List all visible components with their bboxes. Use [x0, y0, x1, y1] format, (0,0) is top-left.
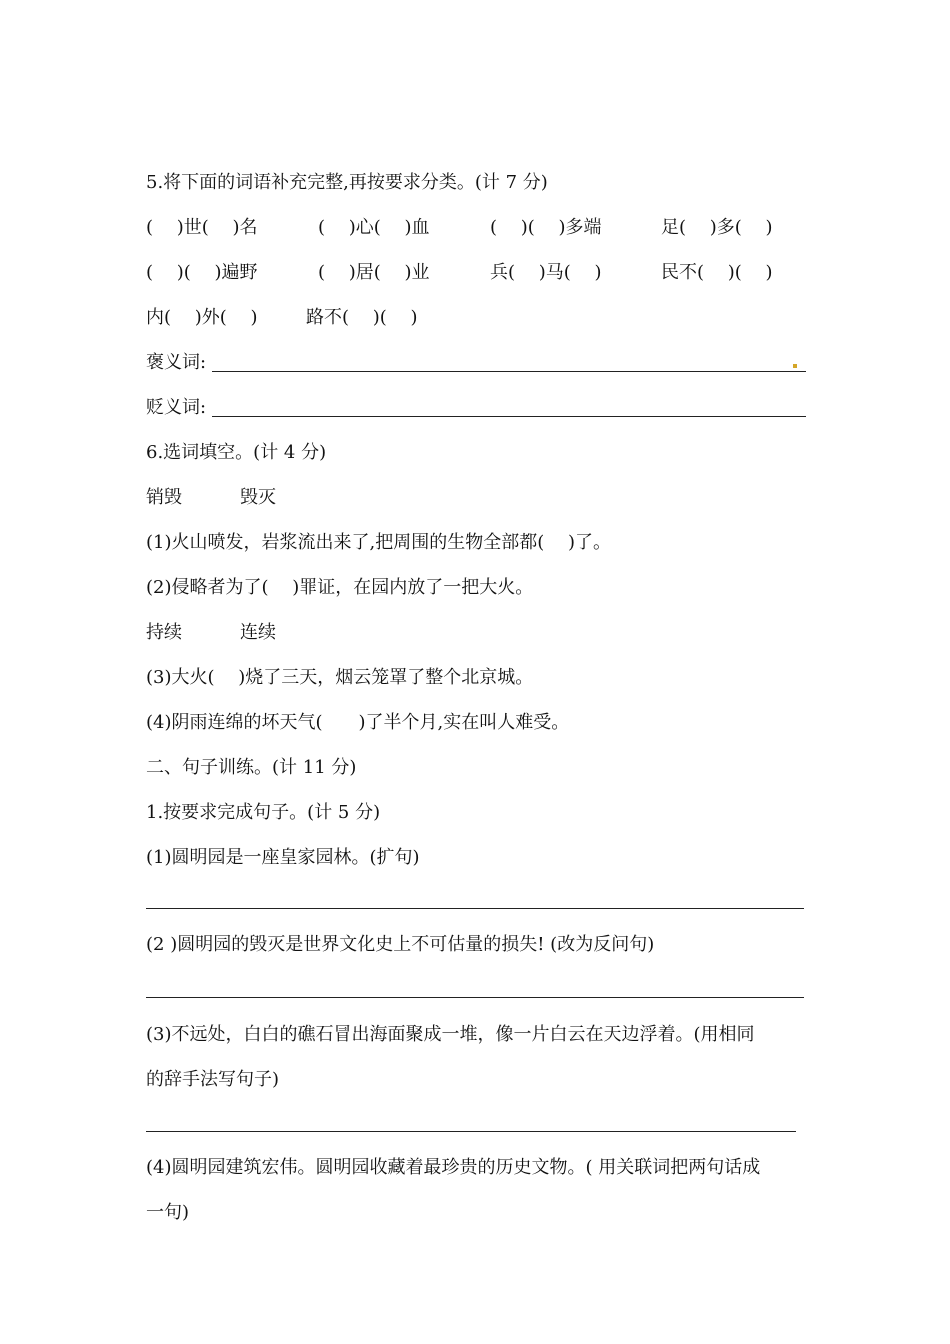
- idiom-blank: 兵( )马( ): [490, 262, 602, 283]
- idiom-blank: 内( )外( ): [146, 307, 258, 328]
- idiom-blank: ( )( )多端: [490, 217, 602, 238]
- q6-title: 6.选词填空。(计 4 分): [146, 442, 327, 463]
- answer-line-1[interactable]: [146, 908, 804, 909]
- part2-q1-title: 1.按要求完成句子。(计 5 分): [146, 802, 381, 823]
- idiom-blank: ( )心( )血: [318, 217, 430, 238]
- negative-words-answer-line[interactable]: [212, 416, 806, 417]
- part2-sentence-1: (1)圆明园是一座皇家园林。(扩句): [146, 847, 420, 868]
- answer-line-2[interactable]: [146, 997, 804, 998]
- word-choice: 连续: [240, 622, 276, 643]
- word-choice: 销毁: [146, 487, 182, 508]
- mark-dot: [793, 364, 797, 368]
- idiom-blank: ( )居( )业: [318, 262, 430, 283]
- part2-sentence-4: (4)圆明园建筑宏伟。圆明园收藏着最珍贵的历史文物。( 用关联词把两句话成: [146, 1157, 761, 1178]
- idiom-blank: ( )世( )名: [146, 217, 258, 238]
- word-choice: 毁灭: [240, 487, 276, 508]
- positive-words-answer-line[interactable]: [212, 371, 806, 372]
- part2-title: 二、句子训练。(计 11 分): [146, 757, 357, 778]
- word-choice: 持续: [146, 622, 182, 643]
- q5-title: 5.将下面的词语补充完整,再按要求分类。(计 7 分): [146, 172, 548, 193]
- positive-words-label: 褒义词:: [146, 352, 207, 373]
- idiom-blank: ( )( )遍野: [146, 262, 258, 283]
- idiom-blank: 足( )多( ): [661, 217, 773, 238]
- part2-sentence-4-cont: 一句): [146, 1202, 190, 1223]
- part2-sentence-3-cont: 的辞手法写句子): [146, 1069, 280, 1090]
- part2-sentence-3: (3)不远处，白白的礁石冒出海面聚成一堆，像一片白云在天边浮着。(用相同: [146, 1024, 755, 1045]
- negative-words-label: 贬义词:: [146, 397, 207, 418]
- idiom-blank: 路不( )( ): [306, 307, 418, 328]
- idiom-blank: 民不( )( ): [661, 262, 773, 283]
- q6-sentence-4: (4)阴雨连绵的坏天气( )了半个月,实在叫人难受。: [146, 712, 570, 733]
- answer-line-3[interactable]: [146, 1131, 796, 1132]
- q6-sentence-2: (2)侵略者为了( )罪证，在园内放了一把大火。: [146, 577, 534, 598]
- part2-sentence-2: (2 )圆明园的毁灭是世界文化史上不可估量的损失! (改为反问句): [146, 934, 655, 955]
- q6-sentence-3: (3)大火( )烧了三天，烟云笼罩了整个北京城。: [146, 667, 534, 688]
- q6-sentence-1: (1)火山喷发，岩浆流出来了,把周围的生物全部都( )了。: [146, 532, 611, 553]
